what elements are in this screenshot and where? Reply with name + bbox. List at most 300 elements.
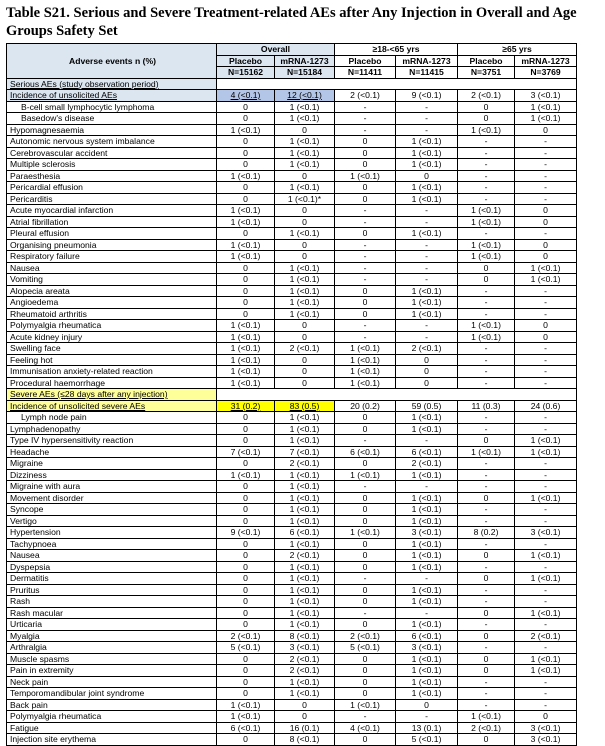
table-row	[7, 101, 577, 113]
group-header-overall: Overall	[217, 44, 335, 56]
value-cell: 1 (<0.1)	[396, 193, 458, 205]
value-cell: 0	[458, 113, 515, 125]
value-cell: 20 (0.2)	[335, 400, 396, 412]
value-cell: 1 (<0.1)	[515, 101, 577, 113]
value-cell: -	[458, 469, 515, 481]
value-cell: 0	[515, 711, 577, 723]
value-cell: -	[458, 584, 515, 596]
value-cell: 2 (<0.1)	[458, 722, 515, 734]
value-cell: 1 (<0.1)	[458, 711, 515, 723]
value-cell: 0	[515, 205, 577, 217]
value-cell: 8 (<0.1)	[275, 630, 335, 642]
row-label: Autonomic nervous system imbalance	[7, 136, 217, 148]
value-cell: 0	[515, 331, 577, 343]
value-cell: -	[515, 423, 577, 435]
value-cell: -	[335, 331, 396, 343]
table-row	[7, 607, 577, 619]
col-n: N=11411	[335, 67, 396, 79]
value-cell: -	[515, 147, 577, 159]
col-n: N=3769	[515, 67, 577, 79]
value-cell: -	[335, 435, 396, 447]
row-label: Polymyalgia rheumatica	[7, 711, 217, 723]
value-cell: 11 (0.3)	[458, 400, 515, 412]
row-label: Dermatitis	[7, 573, 217, 585]
value-cell: -	[335, 205, 396, 217]
row-label: Temporomandibular joint syndrome	[7, 688, 217, 700]
table-row	[7, 469, 577, 481]
value-cell: 0	[335, 676, 396, 688]
value-cell: -	[396, 239, 458, 251]
value-cell: 1 (<0.1)	[396, 182, 458, 194]
table-row	[7, 377, 577, 389]
value-cell: 0	[217, 596, 275, 608]
value-cell: 1 (<0.1)	[275, 469, 335, 481]
value-cell: 8 (<0.1)	[275, 734, 335, 746]
value-cell: 1 (<0.1)	[515, 446, 577, 458]
value-cell: 1 (<0.1)	[275, 688, 335, 700]
value-cell: -	[515, 228, 577, 240]
value-cell: -	[396, 113, 458, 125]
value-cell: 0	[335, 619, 396, 631]
value-cell: 0	[396, 377, 458, 389]
value-cell: 0	[515, 216, 577, 228]
value-cell: 0	[217, 274, 275, 286]
row-label: Acute myocardial infarction	[7, 205, 217, 217]
value-cell: 0	[217, 538, 275, 550]
section-label: Serious AEs (study observation period)	[7, 78, 217, 90]
value-cell: 1 (<0.1)	[458, 205, 515, 217]
value-cell: 0	[217, 435, 275, 447]
value-cell: 1 (<0.1)	[515, 435, 577, 447]
value-cell: 13 (0.1)	[396, 722, 458, 734]
value-cell: -	[335, 113, 396, 125]
row-label: Respiratory failure	[7, 251, 217, 263]
row-label: Fatigue	[7, 722, 217, 734]
col-n: N=11415	[396, 67, 458, 79]
value-cell: 1 (<0.1)	[275, 274, 335, 286]
value-cell: -	[458, 619, 515, 631]
value-cell: -	[458, 308, 515, 320]
value-cell: -	[396, 205, 458, 217]
value-cell: -	[458, 193, 515, 205]
value-cell: -	[335, 101, 396, 113]
value-cell: -	[458, 136, 515, 148]
value-cell: 1 (<0.1)	[515, 550, 577, 562]
row-label: Procedural haemorrhage	[7, 377, 217, 389]
value-cell: 0	[335, 561, 396, 573]
value-cell: 6 (<0.1)	[396, 630, 458, 642]
value-cell: 24 (0.6)	[515, 400, 577, 412]
row-label: Dizziness	[7, 469, 217, 481]
table-row	[7, 285, 577, 297]
value-cell: 1 (<0.1)	[396, 665, 458, 677]
value-cell: 0	[217, 665, 275, 677]
value-cell: -	[515, 561, 577, 573]
value-cell: 5 (<0.1)	[335, 642, 396, 654]
col-n: N=15162	[217, 67, 275, 79]
value-cell: 1 (<0.1)	[396, 159, 458, 171]
value-cell: 3 (<0.1)	[275, 642, 335, 654]
table-row	[7, 170, 577, 182]
value-cell: -	[458, 481, 515, 493]
row-label: Organising pneumonia	[7, 239, 217, 251]
row-label: Alopecia areata	[7, 285, 217, 297]
value-cell: -	[515, 366, 577, 378]
value-cell: 0	[217, 228, 275, 240]
value-cell: 0	[335, 412, 396, 424]
value-cell: 0	[217, 688, 275, 700]
table-row	[7, 699, 577, 711]
value-cell: 1 (<0.1)	[396, 561, 458, 573]
group-header-18-65: ≥18-<65 yrs	[335, 44, 458, 56]
value-cell: 3 (<0.1)	[515, 90, 577, 102]
value-cell: 1 (<0.1)	[275, 308, 335, 320]
table-title: Table S21. Serious and Severe Treatment-related AEs after Any Injection in Overall and Age Groups Safety Set	[6, 5, 577, 39]
value-cell: 1 (<0.1)	[275, 538, 335, 550]
value-cell: 0	[335, 159, 396, 171]
value-cell: -	[458, 182, 515, 194]
table-row	[7, 630, 577, 642]
row-label: Basedow's disease	[7, 113, 217, 125]
table-row	[7, 308, 577, 320]
value-cell: -	[515, 469, 577, 481]
value-cell: -	[515, 676, 577, 688]
value-cell: 1 (<0.1)	[275, 182, 335, 194]
value-cell: 0	[275, 377, 335, 389]
value-cell: -	[335, 481, 396, 493]
table-row	[7, 90, 577, 102]
value-cell: 0	[335, 584, 396, 596]
row-label: Migraine	[7, 458, 217, 470]
row-label: Pericardial effusion	[7, 182, 217, 194]
value-cell: 1 (<0.1)	[335, 366, 396, 378]
value-cell: 1 (<0.1)	[396, 584, 458, 596]
value-cell: 1 (<0.1)	[217, 469, 275, 481]
value-cell: 0	[217, 550, 275, 562]
value-cell: 1 (<0.1)	[515, 492, 577, 504]
value-cell: 0	[396, 366, 458, 378]
col-header: Placebo	[217, 55, 275, 67]
value-cell: 1 (<0.1)	[217, 216, 275, 228]
value-cell: -	[396, 607, 458, 619]
value-cell: 1 (<0.1)	[275, 607, 335, 619]
value-cell: 31 (0.2)	[217, 400, 275, 412]
value-cell: 5 (<0.1)	[217, 642, 275, 654]
row-label: Back pain	[7, 699, 217, 711]
row-label: Immunisation anxiety-related reaction	[7, 366, 217, 378]
value-cell: 1 (<0.1)	[396, 619, 458, 631]
table-row	[7, 193, 577, 205]
value-cell: 3 (<0.1)	[396, 527, 458, 539]
value-cell: 0	[217, 619, 275, 631]
value-cell: 0	[515, 124, 577, 136]
value-cell: 1 (<0.1)	[515, 113, 577, 125]
table-row	[7, 642, 577, 654]
value-cell: 1 (<0.1)	[396, 596, 458, 608]
value-cell: 1 (<0.1)	[217, 124, 275, 136]
value-cell: 0	[217, 607, 275, 619]
col-header: mRNA-1273	[396, 55, 458, 67]
value-cell: 1 (<0.1)	[275, 573, 335, 585]
value-cell: 1 (<0.1)	[275, 412, 335, 424]
value-cell: 1 (<0.1)	[275, 113, 335, 125]
header-group-row	[7, 44, 577, 56]
value-cell: 0	[335, 308, 396, 320]
value-cell: -	[396, 274, 458, 286]
value-cell: 1 (<0.1)	[275, 159, 335, 171]
value-cell: 1 (<0.1)	[275, 676, 335, 688]
value-cell: 0	[515, 320, 577, 332]
value-cell: 0	[275, 124, 335, 136]
row-label: Cerebrovascular accident	[7, 147, 217, 159]
value-cell: 8 (0.2)	[458, 527, 515, 539]
table-row	[7, 584, 577, 596]
table-row	[7, 722, 577, 734]
value-cell: -	[458, 170, 515, 182]
value-cell: 0	[335, 538, 396, 550]
table-row	[7, 596, 577, 608]
row-label: Vomiting	[7, 274, 217, 286]
value-cell: 1 (<0.1)	[275, 481, 335, 493]
col-n: N=15184	[275, 67, 335, 79]
table-row	[7, 435, 577, 447]
value-cell: -	[396, 262, 458, 274]
col-header: Placebo	[335, 55, 396, 67]
row-label: Dyspepsia	[7, 561, 217, 573]
value-cell: -	[335, 262, 396, 274]
value-cell: 0	[335, 285, 396, 297]
value-cell: 0	[217, 136, 275, 148]
value-cell: 0	[335, 423, 396, 435]
value-cell: -	[396, 573, 458, 585]
value-cell: 0	[335, 193, 396, 205]
value-cell: 0	[335, 550, 396, 562]
value-cell: 0	[217, 515, 275, 527]
value-cell: -	[335, 573, 396, 585]
value-cell: 1 (<0.1)	[515, 573, 577, 585]
value-cell: 0	[458, 550, 515, 562]
value-cell: -	[515, 619, 577, 631]
value-cell: -	[515, 688, 577, 700]
value-cell: -	[335, 607, 396, 619]
table-row	[7, 251, 577, 263]
value-cell: 1 (<0.1)	[335, 170, 396, 182]
value-cell: 1 (<0.1)	[275, 515, 335, 527]
value-cell: 0	[458, 630, 515, 642]
table-row	[7, 515, 577, 527]
value-cell: 0	[335, 492, 396, 504]
adverse-events-table	[6, 43, 577, 746]
table-row	[7, 653, 577, 665]
value-cell: 0	[335, 182, 396, 194]
row-label: Lymph node pain	[7, 412, 217, 424]
table-row	[7, 538, 577, 550]
value-cell: -	[458, 504, 515, 516]
value-cell: 12 (<0.1)	[275, 90, 335, 102]
value-cell: 1 (<0.1)	[458, 251, 515, 263]
value-cell: 1 (<0.1)	[396, 538, 458, 550]
value-cell: -	[458, 285, 515, 297]
value-cell: 1 (<0.1)	[396, 515, 458, 527]
value-cell: 3 (<0.1)	[515, 722, 577, 734]
table-row	[7, 159, 577, 171]
table-row	[7, 354, 577, 366]
value-cell: 0	[275, 251, 335, 263]
table-row	[7, 205, 577, 217]
value-cell: 6 (<0.1)	[335, 446, 396, 458]
value-cell: 0	[458, 653, 515, 665]
table-row	[7, 550, 577, 562]
value-cell: 2 (<0.1)	[396, 458, 458, 470]
row-label: Paraesthesia	[7, 170, 217, 182]
table-row	[7, 527, 577, 539]
table-row	[7, 688, 577, 700]
value-cell: 0	[217, 734, 275, 746]
table-row	[7, 297, 577, 309]
row-label: Pruritus	[7, 584, 217, 596]
value-cell: 0	[515, 251, 577, 263]
value-cell: 0	[335, 734, 396, 746]
value-cell: 0	[217, 573, 275, 585]
value-cell: 1 (<0.1)	[335, 377, 396, 389]
value-cell: 1 (<0.1)	[458, 216, 515, 228]
value-cell: 0	[335, 297, 396, 309]
row-label: Polymyalgia rheumatica	[7, 320, 217, 332]
value-cell: 1 (<0.1)	[275, 136, 335, 148]
value-cell: 0	[458, 734, 515, 746]
value-cell: 1 (<0.1)	[275, 584, 335, 596]
table-row	[7, 216, 577, 228]
value-cell: 6 (<0.1)	[275, 527, 335, 539]
value-cell: -	[458, 159, 515, 171]
value-cell: 0	[217, 481, 275, 493]
value-cell: 3 (<0.1)	[515, 734, 577, 746]
value-cell: -	[458, 561, 515, 573]
value-cell: 1 (<0.1)	[335, 699, 396, 711]
value-cell: 1 (<0.1)	[217, 354, 275, 366]
section-header-row	[7, 389, 577, 401]
value-cell: -	[458, 366, 515, 378]
value-cell: 1 (<0.1)	[396, 688, 458, 700]
row-label: Lymphadenopathy	[7, 423, 217, 435]
value-cell: -	[396, 711, 458, 723]
value-cell: -	[458, 423, 515, 435]
row-label: Neck pain	[7, 676, 217, 688]
value-cell: 0	[217, 653, 275, 665]
table-row	[7, 113, 577, 125]
value-cell: 0	[217, 262, 275, 274]
value-cell: -	[458, 377, 515, 389]
col-header: mRNA-1273	[275, 55, 335, 67]
table-row	[7, 458, 577, 470]
value-cell: 0	[217, 492, 275, 504]
value-cell: 0	[458, 274, 515, 286]
value-cell: 1 (<0.1)	[275, 619, 335, 631]
value-cell: -	[335, 216, 396, 228]
value-cell: 0	[335, 515, 396, 527]
value-cell: 4 (<0.1)	[335, 722, 396, 734]
table-row	[7, 446, 577, 458]
table-row	[7, 412, 577, 424]
value-cell: 0	[217, 297, 275, 309]
value-cell: -	[458, 538, 515, 550]
value-cell: 0	[335, 228, 396, 240]
section-header-row	[7, 78, 577, 90]
value-cell: -	[458, 412, 515, 424]
value-cell: -	[515, 354, 577, 366]
value-cell: 1 (<0.1)	[275, 504, 335, 516]
value-cell: 1 (<0.1)	[217, 377, 275, 389]
value-cell: 1 (<0.1)	[275, 297, 335, 309]
value-cell: -	[396, 124, 458, 136]
row-label: Migraine with aura	[7, 481, 217, 493]
value-cell: 1 (<0.1)	[217, 331, 275, 343]
value-cell: -	[396, 435, 458, 447]
value-cell: 1 (<0.1)	[335, 469, 396, 481]
value-cell: -	[396, 331, 458, 343]
value-cell: 83 (0.5)	[275, 400, 335, 412]
value-cell: 0	[458, 262, 515, 274]
value-cell: 1 (<0.1)	[275, 101, 335, 113]
value-cell: -	[515, 538, 577, 550]
value-cell: -	[515, 170, 577, 182]
value-cell: 2 (<0.1)	[335, 90, 396, 102]
row-label: Acute kidney injury	[7, 331, 217, 343]
value-cell: 9 (<0.1)	[396, 90, 458, 102]
table-body	[7, 78, 577, 745]
value-cell: 3 (<0.1)	[515, 527, 577, 539]
value-cell: 0	[458, 665, 515, 677]
value-cell: -	[515, 412, 577, 424]
value-cell: 1 (<0.1)	[396, 297, 458, 309]
value-cell: 2 (<0.1)	[275, 343, 335, 355]
value-cell: -	[515, 136, 577, 148]
value-cell: -	[515, 297, 577, 309]
row-label: Arthralgia	[7, 642, 217, 654]
value-cell: 0	[335, 147, 396, 159]
value-cell: 0	[217, 101, 275, 113]
value-cell: 2 (<0.1)	[396, 343, 458, 355]
table-row	[7, 400, 577, 412]
row-label: Vertigo	[7, 515, 217, 527]
table-row	[7, 343, 577, 355]
value-cell: 1 (<0.1)	[396, 412, 458, 424]
value-cell: 1 (<0.1)	[275, 492, 335, 504]
col-n: N=3751	[458, 67, 515, 79]
value-cell: -	[515, 504, 577, 516]
row-label: Angioedema	[7, 297, 217, 309]
row-label: Tachypnoea	[7, 538, 217, 550]
row-label: Hypertension	[7, 527, 217, 539]
value-cell: 1 (<0.1)	[458, 124, 515, 136]
row-label: Rheumatoid arthritis	[7, 308, 217, 320]
value-cell: 1 (<0.1)	[275, 423, 335, 435]
table-row	[7, 676, 577, 688]
value-cell: -	[515, 285, 577, 297]
col-header: mRNA-1273	[515, 55, 577, 67]
row-label: Urticaria	[7, 619, 217, 631]
value-cell: 0	[458, 492, 515, 504]
row-label: Feeling hot	[7, 354, 217, 366]
row-label: Multiple sclerosis	[7, 159, 217, 171]
value-cell: 0	[396, 354, 458, 366]
value-cell: 2 (<0.1)	[515, 630, 577, 642]
value-cell: -	[515, 159, 577, 171]
value-cell: -	[458, 699, 515, 711]
value-cell: 1 (<0.1)	[217, 205, 275, 217]
value-cell: 0	[275, 699, 335, 711]
row-label: Movement disorder	[7, 492, 217, 504]
